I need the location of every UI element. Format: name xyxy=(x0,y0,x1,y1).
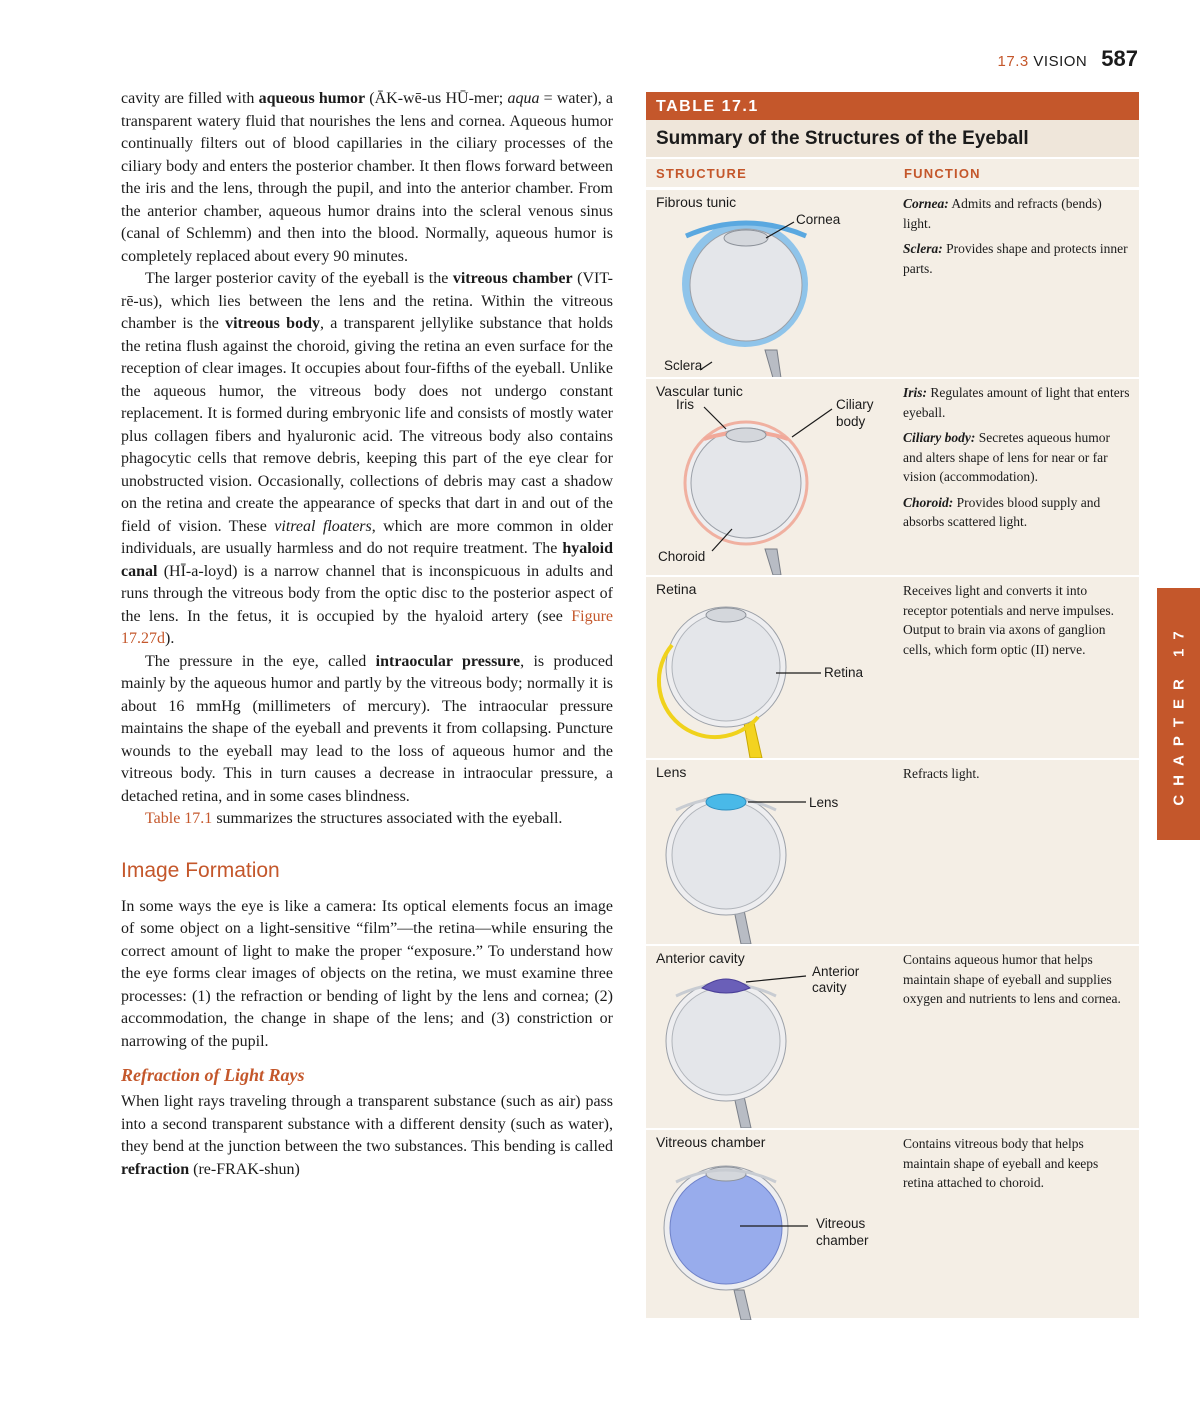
structure-name: Vitreous chamber xyxy=(656,1134,766,1150)
structure-name: Retina xyxy=(656,581,697,597)
function-vitreous-chamber xyxy=(903,1134,1131,1193)
structure-name: Vascular tunic xyxy=(656,383,743,399)
function-iris xyxy=(903,383,1131,422)
label-cavity: cavity xyxy=(812,980,847,995)
text-run: , a transparent jellylike substance that holds the retina flush against the choroid, giving the retina an even surface for the reception of clear images. It occupies about four-fifths of the eyeball. Unlike the aqueous humor, the vitreous body does not undergo constant replacement. It is formed during embryonic life and consists of mostly water plus collagen fibers and hyaluronic acid. The vitreous body also contains phagocytic cells that remove debris, keeping this part of the eye clear for unobstructed vision. Occasionally, collections of debris may cast a shadow on the retina and create the appearance of specks that dart in and out of the field of vision. These xyxy=(121,315,614,535)
bold-term: refraction xyxy=(121,1160,190,1178)
paragraph-camera-analogy xyxy=(121,896,613,1054)
label-choroid: Choroid xyxy=(658,549,706,564)
text-run: Regulates amount of light that enters eyeball. xyxy=(903,385,1130,420)
eyeball-anterior-cavity-illustration xyxy=(646,946,896,1128)
label-iris: Iris xyxy=(676,397,694,412)
paragraph-intraocular-pressure xyxy=(121,651,613,809)
paragraph-aqueous-humor xyxy=(121,88,613,268)
text-run: The pressure in the eye, called xyxy=(145,652,376,670)
eyeball-lens-illustration xyxy=(646,760,896,944)
chapter-tab xyxy=(1157,588,1200,840)
label-ciliary: Ciliary xyxy=(836,397,874,412)
cross-reference-link[interactable]: Table 17.1 xyxy=(145,810,213,827)
function-text xyxy=(903,383,1131,538)
running-head xyxy=(998,53,1088,70)
function-text xyxy=(903,950,1131,1015)
table-row-fibrous-tunic xyxy=(646,188,1139,377)
table-row-vitreous-chamber xyxy=(646,1128,1139,1320)
bold-term: vitreous chamber xyxy=(452,270,573,287)
structure-name: Anterior cavity xyxy=(656,950,745,966)
text-run: When light rays traveling through a transparent substance (such as air) pass into a second transparent substance with a different density (such as water), they bend at the junction between the two substances. This bending is called xyxy=(121,1093,613,1155)
vitreous-body-highlight xyxy=(670,1172,782,1284)
body-text-column xyxy=(121,88,613,1181)
eyeball-fibrous-tunic-illustration xyxy=(646,190,896,377)
function-text xyxy=(903,1134,1131,1199)
text-run: (HĪ-a-loyd) is a narrow channel that is inconspicuous in adults and runs through the vitreous body from the optic disc to the posterior aspect of the lens. In the fetus, it is occupied by the hyaloid artery (see xyxy=(121,562,613,625)
label-chamber: chamber xyxy=(816,1233,869,1248)
column-header-structure: STRUCTURE xyxy=(656,166,747,181)
page-number: 587 xyxy=(1101,46,1138,71)
text-run: (ĀK-wē-us HŪ-mer; xyxy=(365,90,508,107)
anterior-cavity-highlight xyxy=(702,979,750,993)
paragraph-table-reference xyxy=(121,808,613,831)
function-text xyxy=(903,764,1131,790)
eyeball-vitreous-chamber-illustration xyxy=(646,1130,896,1320)
paragraph-refraction xyxy=(121,1091,613,1181)
text-run: , which are more common in older individuals, are usually harmless and do not require treatment. The xyxy=(121,517,613,557)
table-row-retina xyxy=(646,575,1139,758)
structure-name: Lens xyxy=(656,764,687,780)
function-anterior-cavity xyxy=(903,950,1131,1009)
bold-term: Ciliary body: xyxy=(903,430,976,445)
paragraph-vitreous-chamber xyxy=(121,268,613,651)
text-run: , is produced mainly by the aqueous humor and partly by the vitreous body; normally it is about 16 mmHg (millimeters of mercury). The intraocular pressure maintains the shape of the eyeball and prevents it from collapsing. Puncture wounds to the eyeball may lead to the loss of aqueous humor and the vitreous body. This in turn causes a decrease in intraocular pressure, a detached retina, and in some cases blindness. xyxy=(121,652,614,805)
page-header xyxy=(998,46,1138,72)
bold-term: intraocular pressure xyxy=(375,652,521,670)
function-retina xyxy=(903,581,1131,659)
function-text xyxy=(903,194,1131,284)
text-run: = water), a transparent watery fluid that nourishes the lens and cornea. Aqueous humor continually filters out of blood capillaries in the ciliary processes of the ciliary body and enters the posterior chamber. It then flows forward between the iris and the lens, through the pupil, and into the anterior chamber. From the anterior chamber, aqueous humor drains into the scleral venous sinus (canal of Schlemm) and then into the blood. Normally, aqueous humor is completely replaced about every 90 minutes. xyxy=(121,90,614,265)
text-run: Secretes aqueous humor and alters shape of lens for near or far vision (accommodation). xyxy=(903,430,1110,484)
section-number: 17.3 xyxy=(997,53,1029,70)
function-text xyxy=(903,581,1131,665)
bold-term: aqueous humor xyxy=(258,90,366,107)
function-lens xyxy=(903,764,1131,784)
italic-term: aqua xyxy=(507,90,540,107)
text-run: Contains aqueous humor that helps maintain shape of eyeball and supplies oxygen and nutrients to lens and cornea. xyxy=(903,952,1121,1006)
label-body: body xyxy=(836,414,866,429)
label-sclera: Sclera xyxy=(664,358,703,373)
table-header-row xyxy=(646,159,1139,189)
text-run: ). xyxy=(165,630,175,647)
eyeball-vascular-tunic-illustration xyxy=(646,379,896,575)
text-run: (VIT-rē-us), which lies between the lens and the retina. Within the vitreous chamber is the xyxy=(121,270,613,332)
table-17-1 xyxy=(646,92,1139,1318)
text-run: (re-FRAK-shun) xyxy=(189,1160,300,1178)
text-run: Refracts light. xyxy=(903,766,980,781)
function-ciliary-body xyxy=(903,428,1131,487)
bold-term: Sclera: xyxy=(903,241,943,256)
text-run: summarizes the structures associated with the eyeball. xyxy=(212,810,563,827)
label-retina: Retina xyxy=(824,665,864,680)
bold-term: Iris: xyxy=(903,385,928,400)
text-run: cavity are filled with xyxy=(121,90,259,107)
label-anterior: Anterior xyxy=(812,964,860,979)
cross-reference-link[interactable]: Figure 17.27d xyxy=(121,607,613,647)
section-title: VISION xyxy=(1033,53,1088,70)
text-run: Admits and refracts (bends) light. xyxy=(903,196,1102,231)
table-label: TABLE 17.1 xyxy=(646,92,1139,120)
label-vitreous: Vitreous xyxy=(816,1216,866,1231)
lens-highlight xyxy=(706,794,746,810)
label-cornea: Cornea xyxy=(796,212,841,227)
table-row-anterior-cavity xyxy=(646,944,1139,1128)
chapter-tab-label: CHAPTER 17 xyxy=(1170,622,1187,806)
italic-term: vitreal floaters xyxy=(274,517,372,535)
eyeball-retina-illustration xyxy=(646,577,896,758)
bold-term: Choroid: xyxy=(903,494,954,510)
text-run: The larger posterior cavity of the eyeball is the xyxy=(145,270,453,287)
heading-image-formation: Image Formation xyxy=(121,858,280,882)
function-cornea xyxy=(903,194,1131,233)
text-run: In some ways the eye is like a camera: Its optical elements focus an image of some object on a light-sensitive “film”—the retina—while ensuring the correct amount of light to make the proper “exposure.” To understand how the eye forms clear images of objects on the retina, we must examine three processes: (1) the refraction or bending of light by the lens and cornea; (2) accommodation, the change in shape of the lens; and (3) constriction or narrowing of the pupil. xyxy=(121,897,613,1050)
table-row-lens xyxy=(646,758,1139,944)
label-lens: Lens xyxy=(809,795,839,810)
text-run: Receives light and converts it into receptor potentials and nerve impulses. Output to brain via axons of ganglion cells, which form optic (II) nerve. xyxy=(903,583,1115,657)
text-run: Provides blood supply and absorbs scattered light. xyxy=(903,494,1101,529)
bold-term: hyaloid canal xyxy=(121,540,613,580)
text-run: Provides shape and protects inner parts. xyxy=(903,241,1128,276)
table-title: Summary of the Structures of the Eyeball xyxy=(646,120,1139,159)
bold-term: Cornea: xyxy=(903,196,949,211)
function-sclera xyxy=(903,239,1131,278)
column-header-function: FUNCTION xyxy=(904,166,981,181)
heading-refraction: Refraction of Light Rays xyxy=(121,1065,305,1085)
bold-term: vitreous body xyxy=(225,315,320,332)
structure-name: Fibrous tunic xyxy=(656,194,737,210)
function-choroid xyxy=(903,493,1131,532)
text-run: Contains vitreous body that helps maintain shape of eyeball and keeps retina attached to choroid. xyxy=(903,1136,1099,1190)
table-row-vascular-tunic xyxy=(646,377,1139,575)
